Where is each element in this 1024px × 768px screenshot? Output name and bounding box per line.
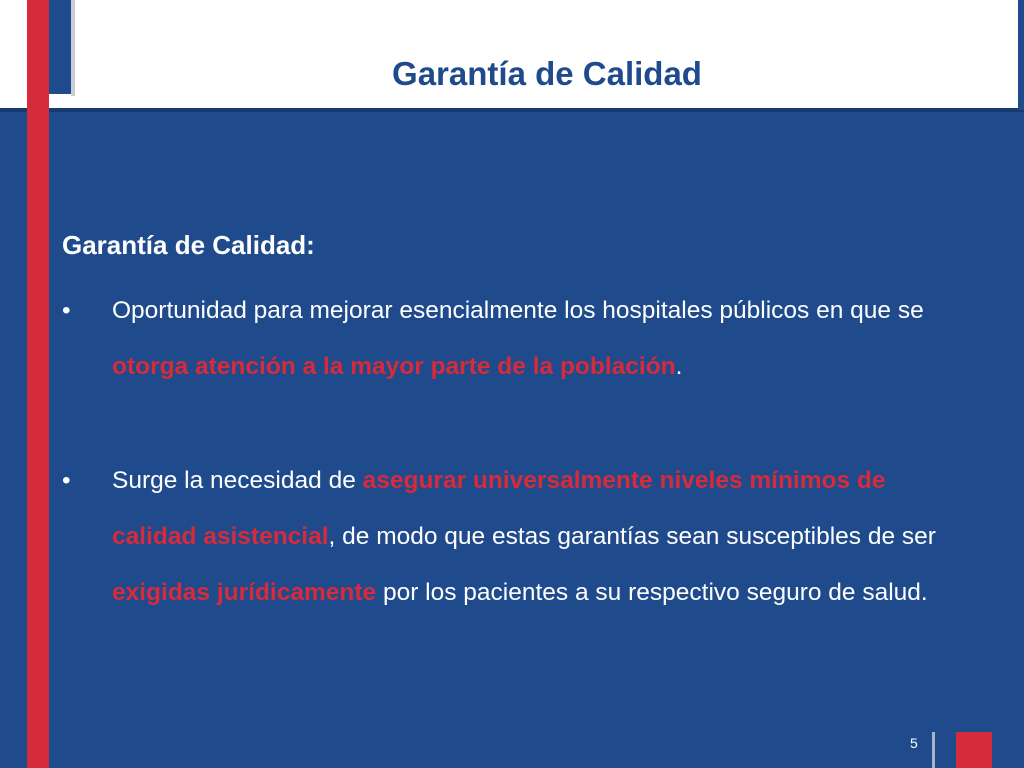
bullet-2-end: por los pacientes a su respectivo seguro de salud.	[376, 579, 928, 606]
bullet-1-end: .	[675, 353, 683, 380]
content-heading: Garantía de Calidad:	[62, 230, 315, 260]
bullet-marker: •	[62, 297, 71, 324]
left-red-bar	[27, 0, 49, 768]
bullet-2-highlight-1: asegurar universalmente niveles mínimos de calidad asistencial	[112, 467, 886, 550]
header-shadow	[0, 108, 1024, 112]
bullet-2-text: Surge la necesidad de	[112, 467, 363, 494]
bullet-1-highlight: otorga atención a la mayor parte de la población	[112, 353, 676, 380]
corner-blue-square	[932, 732, 957, 768]
slide-content	[62, 230, 952, 621]
bullet-item-2	[62, 453, 952, 621]
bullet-item-1	[62, 283, 952, 395]
bullet-1-text: Oportunidad para mejorar esencialmente los hospitales públicos en que se	[112, 297, 924, 324]
corner-red-square	[956, 732, 992, 768]
bullet-marker: •	[62, 467, 71, 494]
bullet-2-middle: , de modo que estas garantías sean susceptibles de ser	[328, 523, 936, 550]
bullet-2-highlight-2: exigidas jurídicamente	[112, 579, 377, 606]
slide-title: Garantía de Calidad	[392, 55, 702, 92]
page-number: 5	[910, 735, 918, 751]
